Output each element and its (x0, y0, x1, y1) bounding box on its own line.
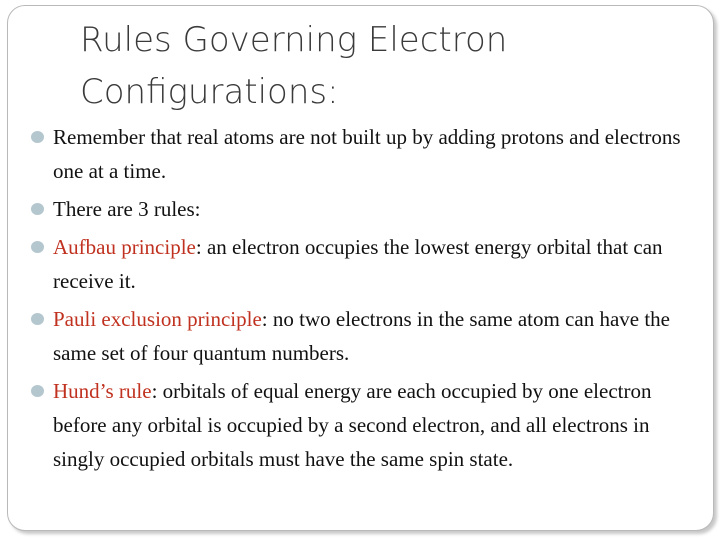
bullet-dot-icon (31, 313, 44, 325)
bullet-dot-icon (31, 385, 44, 397)
bullet-text: Remember that real atoms are not built up by adding protons and electrons one at a time. (53, 125, 681, 183)
bullet-item (29, 120, 689, 188)
bullet-text: There are 3 rules: (53, 197, 201, 221)
bullet-item (29, 230, 689, 298)
bullet-list (29, 120, 689, 480)
bullet-term: Pauli exclusion principle (53, 307, 262, 331)
bullet-dot-icon (31, 241, 44, 253)
title-line-2: Configurations: (80, 72, 339, 112)
bullet-item (29, 302, 689, 370)
title-line-1: Rules Governing Electron (80, 20, 508, 60)
bullet-text: : no two electrons in the same atom can have the same set of four quantum numbers. (53, 307, 670, 365)
bullet-item (29, 374, 689, 476)
bullet-dot-icon (31, 203, 44, 215)
bullet-item (29, 192, 689, 226)
slide-title (80, 14, 640, 118)
bullet-text: : orbitals of equal energy are each occupied by one electron before any orbital is occupied by a second electron, and all electrons in singly occupied orbitals must have the same spin state. (53, 379, 652, 471)
bullet-term: Hund’s rule (53, 379, 152, 403)
bullet-dot-icon (31, 131, 44, 143)
bullet-term: Aufbau principle (53, 235, 196, 259)
bullet-text: : an electron occupies the lowest energy orbital that can receive it. (53, 235, 663, 293)
